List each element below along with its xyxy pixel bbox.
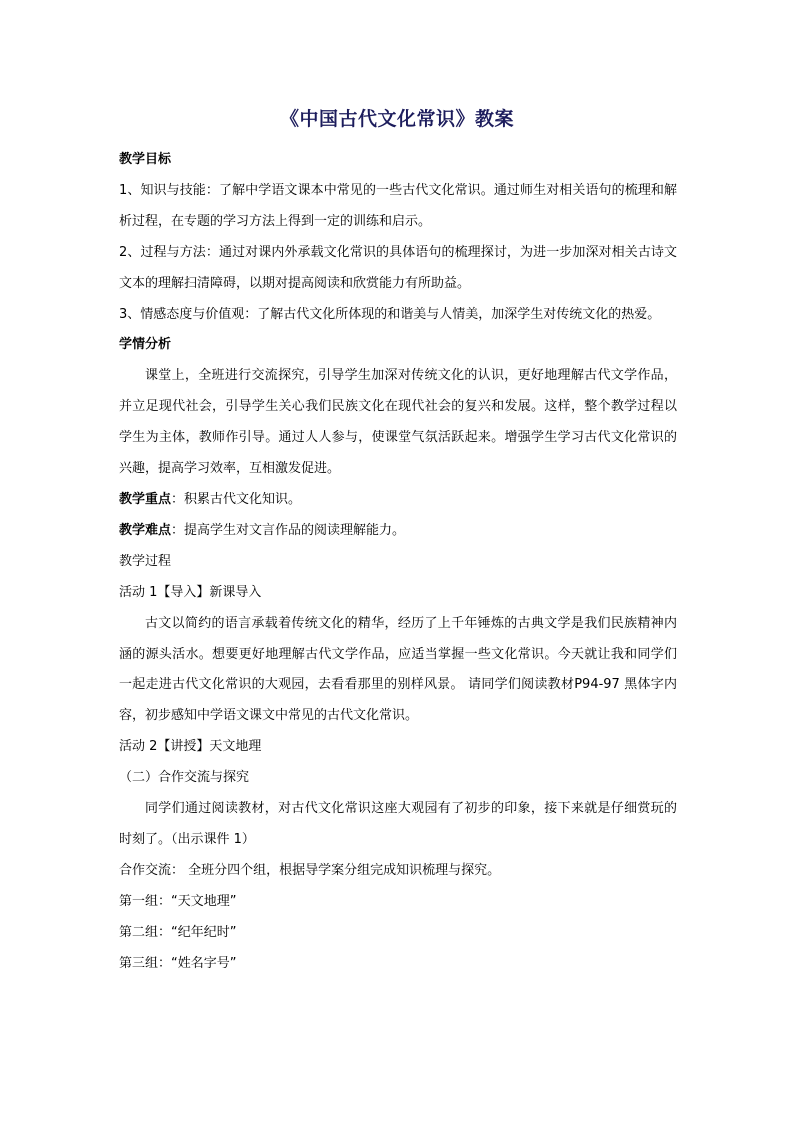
activity-2-heading: 活动 2【讲授】天文地理 [119,739,262,755]
subsection-heading: （二）合作交流与探究 [119,770,250,786]
key-point-line [119,485,677,516]
difficulty-line [119,516,677,547]
key-point-label: 教学重点 [119,491,172,507]
document-title: 《中国古代文化常识》教案 [279,108,514,130]
goal-item-2: 2、过程与方法：通过对课内外承载文化常识的具体语句的梳理探讨，为进一步加深对相关古诗文文本的理解扫清障碍，以期对提高阅读和欣赏能力有所助益。 [119,244,677,291]
cooperation-line: 合作交流： 全班分四个组，根据导学案分组完成知识梳理与探究。 [119,862,501,878]
group-item-2: 第二组：“纪年纪时” [119,924,237,940]
goal-item-1: 1、知识与技能：了解中学语文课本中常见的一些古代文化常识。通过师生对相关语句的梳理和解析过程，在专题的学习方法上得到一定的训练和启示。 [119,182,677,229]
activity-1-paragraph: 古文以简约的语言承载着传统文化的精华，经历了上千年锤炼的古典文学是我们民族精神内涵的源头活水。想要更好地理解古代文学作品，应适当掌握一些文化常识。今天就让我和同学们一起走进古代文化常识的大观园，去看看那里的别样风景。 请同学们阅读教材P94-97 黑体字内容，初步感知中学语文课文中常见的古代文化常识。 [119,615,677,724]
difficulty-text: ：提高学生对文言作品的阅读理解能力。 [171,522,406,538]
section-heading-analysis: 学情分析 [119,337,172,353]
activity-2-paragraph: 同学们通过阅读教材，对古代文化常识这座大观园有了初步的印象，接下来就是仔细赏玩的时刻了。（出示课件 1） [119,801,677,847]
section-heading-goals: 教学目标 [119,152,172,167]
difficulty-label: 教学难点 [119,522,172,538]
process-heading: 教学过程 [119,553,172,569]
document-body [119,145,677,979]
group-item-1: 第一组：“天文地理” [119,893,237,909]
analysis-paragraph: 课堂上，全班进行交流探究，引导学生加深对传统文化的认识，更好地理解古代文学作品，并立足现代社会，引导学生关心我们民族文化在现代社会的复兴和发展。这样，整个教学过程以学生为主体，教师作引导。通过人人参与，使课堂气氛活跃起来。增强学生学习古代文化常识的兴趣，提高学习效率，互相激发促进。 [119,368,677,477]
key-point-text: ：积累古代文化知识。 [171,491,302,507]
activity-1-heading: 活动 1【导入】新课导入 [119,584,262,600]
goal-item-3: 3、情感态度与价值观：了解古代文化所体现的和谐美与人情美，加深学生对传统文化的热爱。 [119,306,661,322]
group-item-3: 第三组：“姓名字号” [119,955,237,971]
